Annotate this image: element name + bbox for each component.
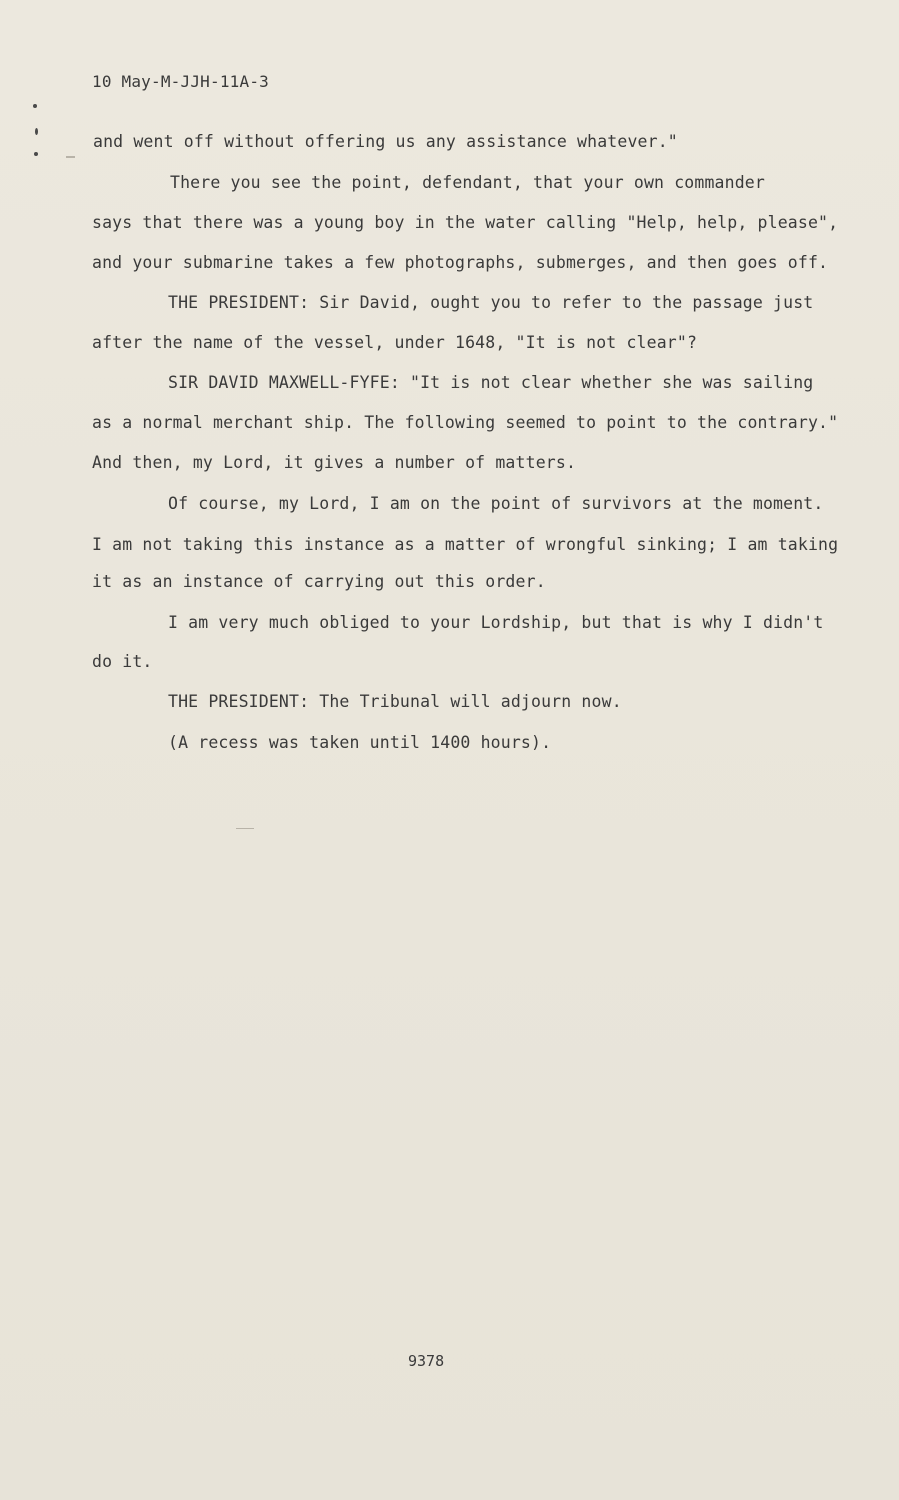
- text-line: as a normal merchant ship. The following seemed to point to the contrary.": [92, 413, 839, 432]
- text-line: There you see the point, defendant, that your own commander: [170, 173, 765, 192]
- speaker-line: THE PRESIDENT: Sir David, ought you to refer to the passage just: [168, 293, 814, 312]
- text-line: I am not taking this instance as a matter of wrongful sinking; I am taking: [92, 535, 839, 554]
- text-line: and went off without offering us any assistance whatever.": [93, 132, 678, 151]
- speaker-line: SIR DAVID MAXWELL-FYFE: "It is not clear whether she was sailing: [168, 373, 814, 392]
- stray-mark: [66, 156, 75, 158]
- text-line: and your submarine takes a few photographs, submerges, and then goes off.: [92, 253, 829, 272]
- text-line: it as an instance of carrying out this order.: [92, 572, 546, 591]
- binder-mark: [35, 128, 38, 135]
- text-line: says that there was a young boy in the water calling "Help, help, please",: [92, 213, 839, 232]
- binder-mark: [33, 104, 37, 108]
- text-line: And then, my Lord, it gives a number of matters.: [92, 453, 577, 472]
- text-line: I am very much obliged to your Lordship, but that is why I didn't: [168, 613, 824, 632]
- text-line: after the name of the vessel, under 1648, "It is not clear"?: [92, 333, 698, 352]
- text-line: do it.: [92, 652, 153, 671]
- text-line: (A recess was taken until 1400 hours).: [168, 733, 552, 752]
- speaker-line: THE PRESIDENT: The Tribunal will adjourn now.: [168, 692, 622, 711]
- document-reference: 10 May-M-JJH-11A-3: [92, 72, 269, 91]
- text-line: Of course, my Lord, I am on the point of survivors at the moment.: [168, 494, 824, 513]
- page-number: 9378: [408, 1352, 445, 1370]
- binder-mark: [34, 152, 38, 156]
- stray-mark: [236, 828, 254, 829]
